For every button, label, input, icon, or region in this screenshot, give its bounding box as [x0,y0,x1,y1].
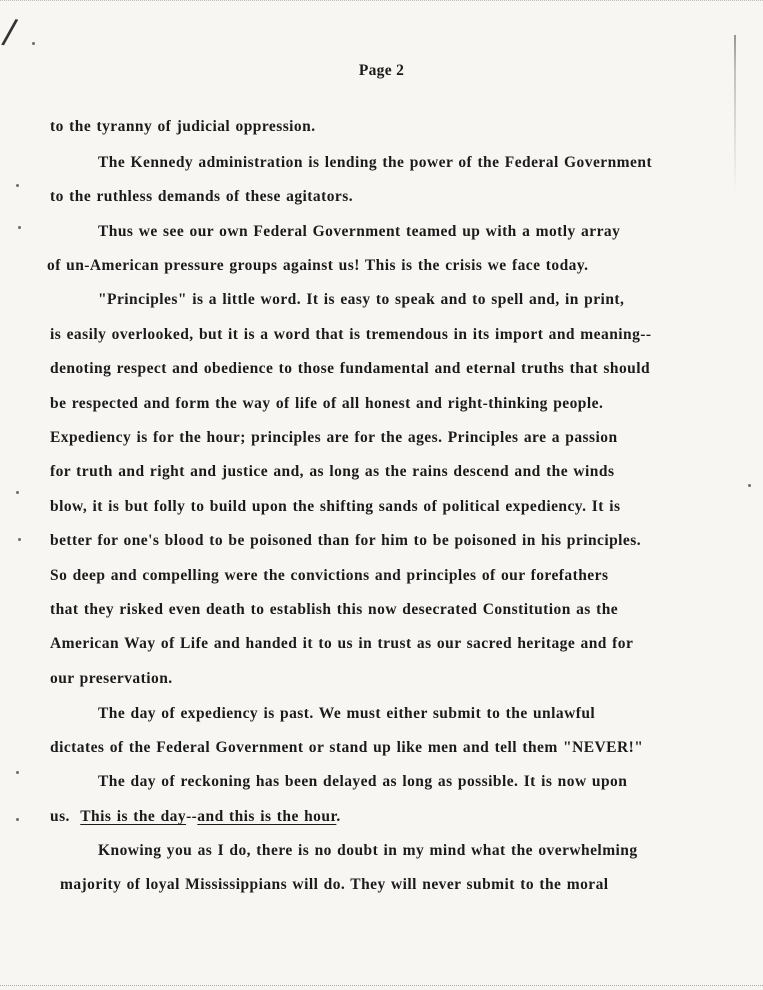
text-line: be respected and form the way of life of all honest and right-thinking people. [50,395,604,412]
text-line: is easily overlooked, but it is a word that is tremendous in its import and meaning-- [50,326,652,343]
underlined-phrase: This is the day [80,808,187,825]
text-line: for truth and right and justice and, as long as the rains descend and the winds [50,463,615,480]
text-line: dictates of the Federal Government or stand up like men and tell them "NEVER!" [50,739,644,756]
text-line: to the ruthless demands of these agitators. [50,188,354,205]
scan-speck [32,42,35,45]
underlined-phrase: and this is the hour [197,808,337,825]
bottom-scan-edge [0,985,763,987]
text-line: denoting respect and obedience to those fundamental and eternal truths that should [50,360,651,377]
text-segment: -- [186,808,198,825]
right-margin-scan-mark [734,35,736,195]
text-line: So deep and compelling were the convictions and principles of our forefathers [50,567,609,584]
text-line-emphasis [50,808,341,826]
text-line: blow, it is but folly to build upon the shifting sands of political expediency. It is [50,498,621,515]
scan-speck [16,771,19,774]
text-line: Expediency is for the hour; principles are for the ages. Principles are a passion [50,429,618,446]
text-line: The Kennedy administration is lending the power of the Federal Government [98,154,653,171]
text-line: to the tyranny of judicial oppression. [50,118,316,135]
text-line: Thus we see our own Federal Government teamed up with a motly array [98,223,621,240]
text-line: better for one's blood to be poisoned than for him to be poisoned in his principles. [50,532,642,549]
scan-speck [16,491,19,494]
text-line: our preservation. [50,670,173,687]
text-segment: us. [50,808,70,825]
scan-speck [16,184,19,187]
scan-speck [18,538,21,541]
scan-speck [18,226,21,229]
text-line: American Way of Life and handed it to us in trust as our sacred heritage and for [50,635,634,652]
margin-slash-mark: / [0,11,20,53]
scan-speck [748,484,751,487]
page-number: Page 2 [358,62,405,79]
text-line: Knowing you as I do, there is no doubt in my mind what the overwhelming [98,842,638,859]
scan-speck [16,818,19,821]
text-line: that they risked even death to establish this now desecrated Constitution as the [50,601,619,618]
text-line: The day of reckoning has been delayed as long as possible. It is now upon [98,773,628,790]
text-line: "Principles" is a little word. It is easy to speak and to spell and, in print, [98,291,625,308]
text-line: The day of expediency is past. We must either submit to the unlawful [98,705,596,722]
text-line: of un-American pressure groups against us! This is the crisis we face today. [47,257,589,274]
text-line: majority of loyal Mississippians will do. They will never submit to the moral [60,876,609,893]
top-scan-edge [0,0,763,3]
text-segment: . [336,808,341,825]
